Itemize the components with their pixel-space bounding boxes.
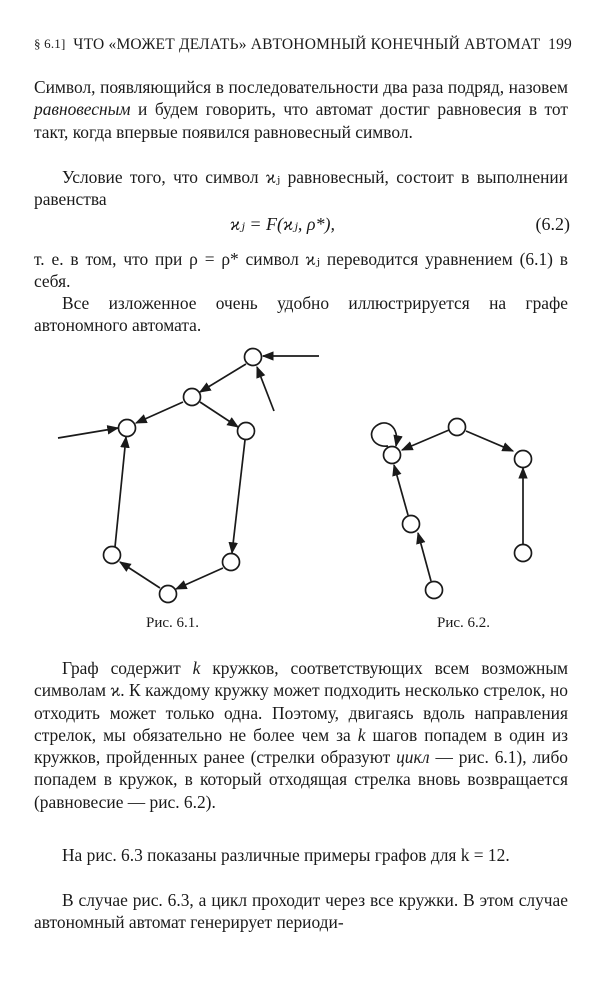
arrow-edge	[402, 430, 449, 450]
variable-k: k	[192, 658, 201, 678]
figure-6-1-cycle-graph	[58, 349, 319, 603]
caption-figure-6-1: Рис. 6.1.	[146, 615, 200, 631]
text-run: и будем говорить, что автомат достиг равновесия в тот такт, когда впервые появился равновесный символ.	[34, 99, 568, 142]
arrow-edge	[200, 364, 246, 392]
arrow-edge	[136, 402, 183, 423]
graph-node	[426, 582, 443, 599]
text-run: кружков, соответствующих всем возможным символам ϰ. К каждому кружку может подходить несколько стрелок, но отходить может только одна. Поэтому, двигаясь вдоль направления стрелок, мы обязательно не более чем за	[34, 658, 569, 745]
graph-node	[515, 545, 532, 562]
arrow-edge	[115, 437, 126, 547]
graph-node	[245, 349, 262, 366]
arrow-edge	[120, 562, 160, 588]
paragraph-condition: Условие того, что символ ϰⱼ равновесный, состоит в выполнении равенства	[34, 167, 568, 210]
arrow-edge	[418, 533, 431, 581]
term-equilibrium: равновесным	[34, 99, 131, 120]
graph-node	[403, 516, 420, 533]
graph-node	[449, 419, 466, 436]
text-run: — рис. 6.1), либо попадем в кружок, в который отходящая стрелка вновь возвращается (равновесие — рис. 6.2).	[34, 747, 568, 812]
paragraph-explanation: т. е. в том, что при ρ = ρ* символ ϰⱼ переводится уравнением (6.1) в себя.	[34, 249, 568, 292]
arrow-edge	[58, 428, 118, 438]
paragraph-graph-description	[34, 657, 568, 813]
arrow-edge	[257, 367, 274, 411]
paragraph-illustration: Все изложенное очень удобно иллюстрируется на графе автономного автомата.	[34, 293, 568, 336]
equation-number: (6.2)	[535, 214, 570, 234]
paragraph-figure-6-3: На рис. 6.3 показаны различные примеры графов для k = 12.	[62, 845, 510, 865]
arrow-edge	[394, 465, 408, 515]
caption-figure-6-2: Рис. 6.2.	[437, 615, 491, 631]
equation-formula: ϰⱼ = F(ϰⱼ, ρ*),	[230, 214, 336, 234]
graph-node	[184, 389, 201, 406]
chapter-title: ЧТО «МОЖЕТ ДЕЛАТЬ» АВТОНОМНЫЙ КОНЕЧНЫЙ АВТОМАТ	[73, 36, 541, 53]
section-number: § 6.1]	[34, 36, 66, 51]
arrow-edge	[466, 431, 513, 451]
graph-node	[104, 547, 121, 564]
text-run: Граф содержит	[62, 658, 193, 678]
graph-node	[515, 451, 532, 468]
graph-node	[384, 447, 401, 464]
graph-node	[238, 423, 255, 440]
term-cycle: цикл	[396, 747, 430, 768]
page-number: 199	[548, 36, 572, 53]
arrow-edge	[232, 440, 245, 553]
arrow-edge	[176, 568, 223, 589]
arrow-edge	[200, 402, 238, 427]
text-run: Символ, появляющийся в последовательности два раза подряд, назовем	[34, 77, 568, 97]
paragraph-cycle-case: В случае рис. 6.3, а цикл проходит через все кружки. В этом случае автономный автомат генерирует периоди-	[34, 890, 568, 933]
figure-6-2-equilibrium-graph	[372, 419, 532, 599]
text-run: шагов попадем в один из кружков, пройденных ранее (стрелки образуют	[34, 724, 568, 768]
self-loop-arrow	[372, 423, 397, 446]
graph-node	[160, 586, 177, 603]
graph-node	[119, 420, 136, 437]
graph-node	[223, 554, 240, 571]
variable-k: k	[357, 724, 366, 745]
